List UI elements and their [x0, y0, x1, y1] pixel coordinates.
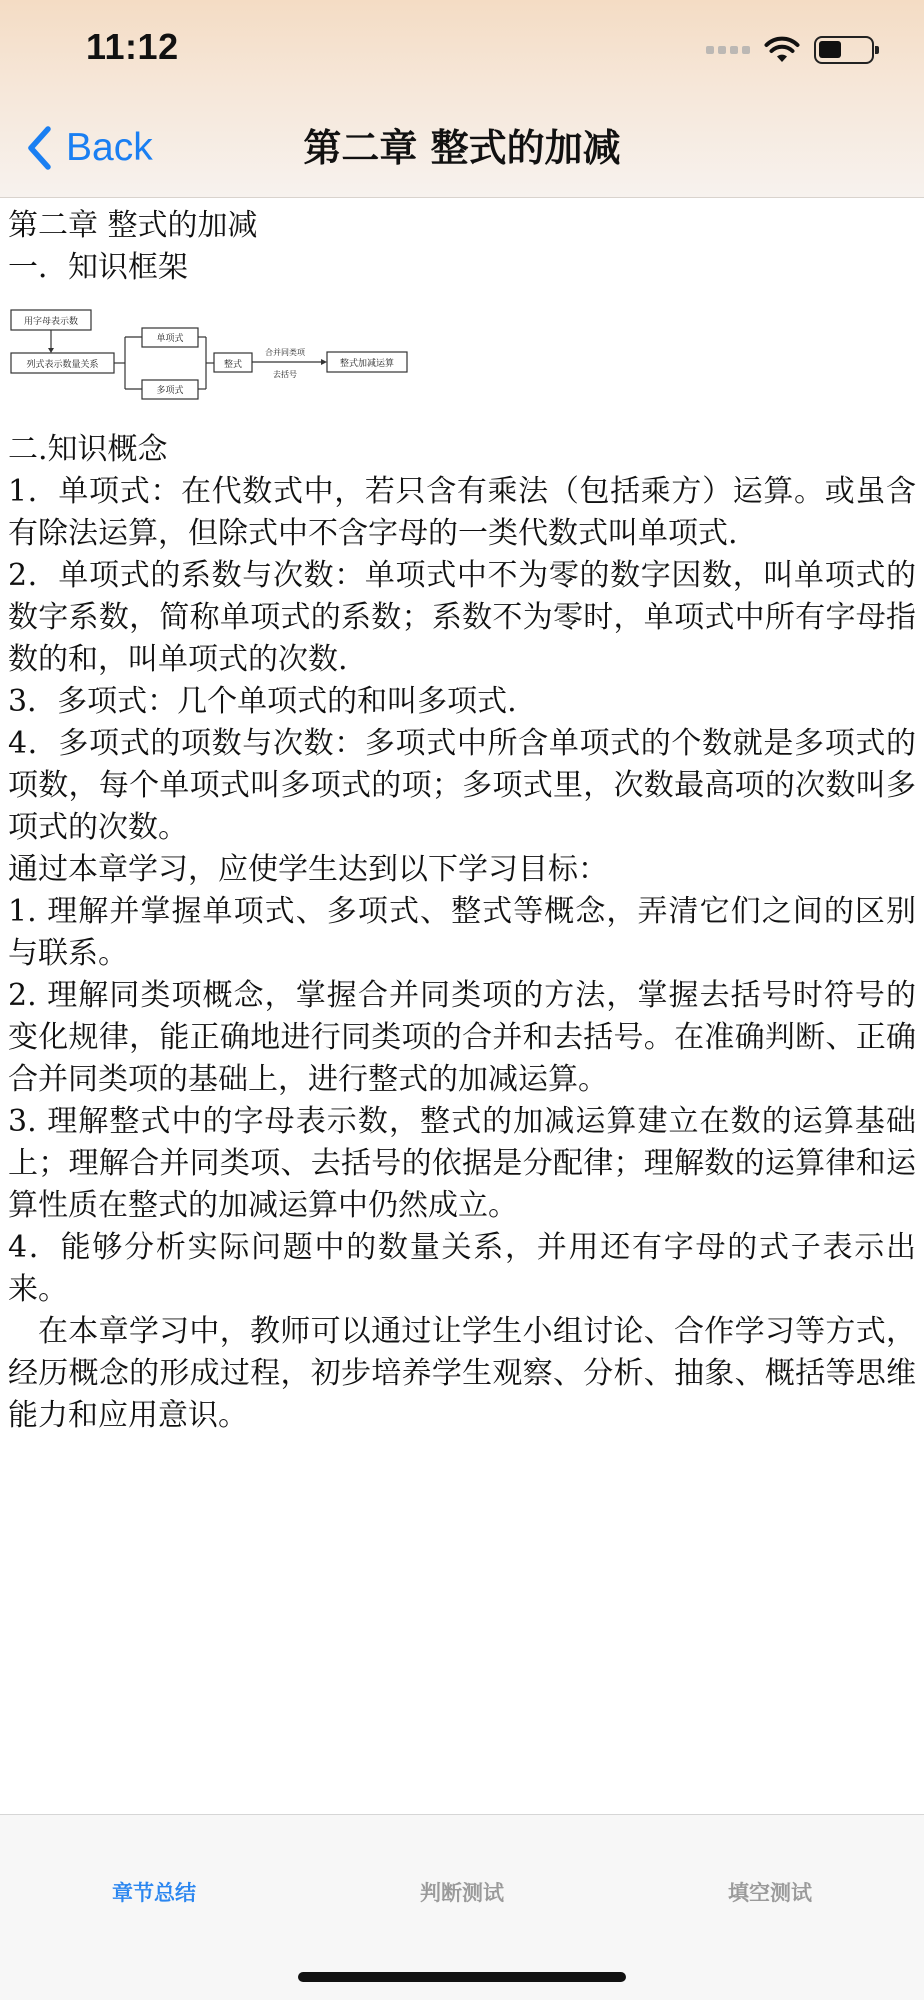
diagram-node-letters-represent-numbers: 用字母表示数	[23, 317, 79, 327]
diagram-node-integral-expression: 整式	[223, 360, 243, 370]
concept-paragraph: 4．多项式的项数与次数：多项式中所含单项式的个数就是多项式的项数，每个单项式叫多项式的项；多项式里，次数最高项的次数叫多项式的次数。	[8, 726, 916, 845]
concept-paragraph: 3．多项式：几个单项式的和叫多项式.	[8, 684, 517, 719]
navigation-header	[0, 0, 924, 198]
section-heading-framework: 一．知识框架	[8, 250, 188, 285]
knowledge-framework-diagram	[8, 289, 916, 429]
goal-paragraph: 3. 理解整式中的字母表示数，整式的加减运算建立在数的运算基础上；理解合并同类项、去括号的依据是分配律；理解数的运算律和运算性质在整式的加减运算中仍然成立。	[8, 1104, 916, 1223]
goal-paragraph: 2. 理解同类项概念，掌握合并同类项的方法，掌握去括号时符号的变化规律，能正确地进行同类项的合并和去括号。在准确判断、正确合并同类项的基础上，进行整式的加减运算。	[8, 978, 916, 1097]
diagram-node-monomial: 单项式	[156, 334, 184, 344]
concept-paragraph: 2．单项式的系数与次数：单项式中不为零的数字因数，叫单项式的数字系数，简称单项式的系数；系数不为零时，单项式中所有字母指数的和，叫单项式的次数.	[8, 558, 916, 677]
goal-paragraph: 4．能够分析实际问题中的数量关系，并用还有字母的式子表示出来。	[8, 1230, 916, 1307]
status-icons	[706, 30, 874, 70]
diagram-arrow-label-brackets: 去括号	[273, 370, 297, 379]
tab-chapter-summary[interactable]: 章节总结	[112, 1881, 196, 1905]
tab-true-false-test[interactable]: 判断测试	[420, 1881, 504, 1905]
diagram-node-polynomial: 多项式	[156, 386, 184, 396]
teaching-note-paragraph: 在本章学习中，教师可以通过让学生小组讨论、合作学习等方式，经历概念的形成过程，初步培养学生观察、分析、抽象、概括等思维能力和应用意识。	[8, 1314, 916, 1433]
back-label: Back	[66, 126, 153, 169]
diagram-node-addition-subtraction: 整式加减运算	[339, 359, 395, 369]
page-title: 第二章 整式的加减	[303, 126, 621, 170]
goal-paragraph: 1. 理解并掌握单项式、多项式、整式等概念，弄清它们之间的区别与联系。	[8, 894, 916, 971]
section-heading-concepts: 二.知识概念	[8, 432, 168, 467]
goals-intro: 通过本章学习，应使学生达到以下学习目标：	[8, 852, 608, 887]
home-indicator	[298, 1972, 626, 1982]
wifi-icon	[764, 36, 800, 64]
battery-icon	[814, 36, 874, 64]
chapter-heading: 第二章 整式的加减	[8, 208, 258, 243]
tab-fill-blank-test[interactable]: 填空测试	[728, 1881, 812, 1905]
chapter-summary-content	[8, 205, 916, 1437]
status-time: 11:12	[86, 26, 179, 67]
concept-paragraph: 1．单项式：在代数式中，若只含有乘法（包括乘方）运算。或虽含有除法运算，但除式中不含字母的一类代数式叫单项式.	[8, 474, 916, 551]
diagram-node-expressions: 列式表示数量关系	[26, 360, 99, 370]
diagram-arrow-label-combine: 合并同类项	[265, 348, 305, 357]
cellular-signal-icon	[706, 46, 750, 54]
